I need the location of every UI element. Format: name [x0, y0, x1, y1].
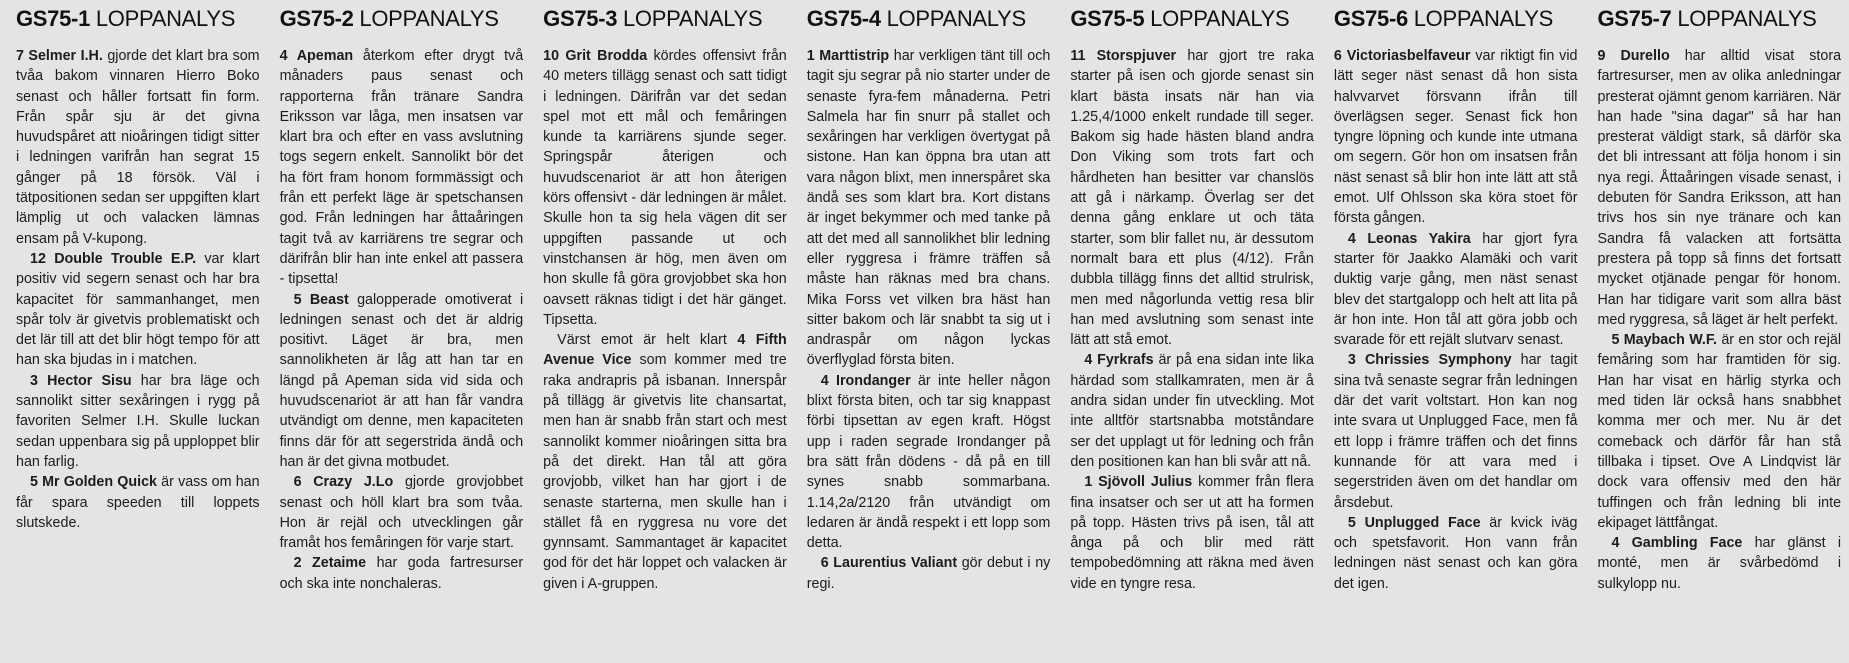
horse-name: 4 Irondanger [820, 372, 911, 389]
heading-label: LOPPANALYS [623, 6, 763, 31]
horse-name: 3 Hector Sisu [30, 372, 132, 389]
horse-analysis: har gjort tre raka starter på isen och gjorde senast sin klart bästa insats när han via 1.25,4/1000 enkelt rundade till seger. Bakom sig hade hästen bland andra Don Viking som trots fart och hårdheten han besitter var chanslös att gå i närkamp. Överlag ser det denna gång enklare ut och täta starter, som blir fallet nu, är dessutom normalt bara ett plus (4/12). Från dubbla tillägg finns det alltid strulrisk, men med någorlunda vettig resa blir han med avslutning som senast inte lätt att stå emot. [1070, 48, 1314, 349]
horse-name: 7 Selmer I.H. [16, 48, 103, 64]
horse-analysis: är inte heller någon blixt första biten, och tar sig knappast förbi tipsettan av egen kraft. Högst upp i raden segrade Irondanger på bra sätt från dödens - då på en till synes snabb sommarbana. 1.14,2a/2120 från utvändigt om ledaren är ändå respekt i ett lopp som detta. [806, 372, 1051, 552]
horse-entry [1597, 46, 1841, 330]
analysis-column-gs75-4 [807, 6, 1051, 663]
horse-name: 6 Crazy J.Lo [293, 474, 394, 491]
horse-entry [280, 46, 524, 290]
column-heading [1334, 6, 1578, 32]
column-body [1334, 46, 1578, 594]
horse-analysis: var klart positiv vid segern senast och har bra kapacitet för sammanhanget, men spår tolv är givetvis problematiskt och det lär till att det blir högt tempo för att han ska bjudas in i matchen. [16, 250, 260, 369]
column-body [280, 46, 524, 594]
horse-entry [1070, 46, 1314, 350]
horse-analysis: har verkligen tänt till och tagit sju segrar på nio starter under de senaste fyra-fem månaderna. Petri Salmela har fin snurr på stallet och sexåringen har verkligen övertygat på sistone. Han kan öppna bra utan att vara någon blixt, men innerspåret ska ändå ses som klart bra. Kort distans är inget bekymmer och med tanke på att det med all sannolikhet blir ledning eller ryggresa i främre träffen så måste han räknas med bra chans. Mika Forss vet vilken bra häst han sitter bakom och lär snabbt ta sig ut i andraspår om någon lyckas överflyglad första biten. [806, 48, 1051, 369]
analysis-column-gs75-6 [1334, 6, 1578, 663]
horse-name: 11 Storspjuver [1070, 48, 1177, 64]
heading-label: LOPPANALYS [1413, 6, 1553, 31]
lead-in-text: Värst emot är helt klart [557, 332, 727, 349]
horse-analysis: gjorde grovjobbet senast och höll klart bra som tvåa. Hon är rejäl och utvecklingen går framåt hos femåringen för varje start. [279, 474, 524, 552]
horse-entry [807, 553, 1051, 594]
horse-name: 6 Laurentius Valiant [820, 555, 958, 572]
horse-name: 6 Victoriasbelfaveur [1333, 48, 1471, 64]
race-code: GS75-2 [279, 6, 354, 31]
column-body [1597, 46, 1841, 594]
horse-entry [1070, 350, 1314, 472]
column-heading [1070, 6, 1314, 32]
analysis-column-gs75-3 [543, 6, 787, 663]
horse-analysis: är på ena sidan inte lika härdad som stallkamraten, men är å andra sidan under fin utveckling. Mot inte alltför startsnabba motståndare ser det upplagt ut för ledning och från den positionen kan han bli svår att nå. [1070, 352, 1314, 470]
heading-label: LOPPANALYS [1150, 6, 1290, 31]
horse-entry [543, 46, 787, 330]
horse-analysis: är en stor och rejäl femåring som har framtiden för sig. Han har visat en härlig styrka och med tiden lär också hans snabbhet komma mer och mer. Nu är det comeback och därför får han stå tillbaka i tipset. Ove A Lindqvist lär dock vara offensiv med den här tuffingen och från ledning bli inte ekipaget lättfångat. [1597, 332, 1842, 531]
horse-entry [280, 553, 524, 594]
race-code: GS75-1 [16, 6, 91, 31]
horse-name: 1 Sjövoll Julius [1084, 474, 1193, 491]
horse-analysis: gjorde det klart bra som tvåa bakom vinnaren Hierro Boko senast och håller fortsatt fin form. Från spår sju är det givna huvudspåret att nioåringen tidigt sitter i ledningen varifrån han segrat 15 gånger på 18 försök. Väl i tätpositionen sedan ser uppgiften klart lämplig ut och valacken lämnas ensam på V-kupong. [16, 48, 260, 247]
horse-analysis: har alltid visat stora fartresurser, men av olika anledningar presterat ojämnt genom karriären. När han hade "sina dagar" så har han presterat väldigt stark, så därför ska det bli intressant att följa honom i sin nya regi. Åttaåringen visade senast, i debuten för Sandra Eriksson, att han trivs hos sin nye tränare och kan Sandra få valacken att fortsätta prestera på topp så finns det fortsatt mycket otjänade pengar för honom. Han har tidigare varit som allra bäst med ryggresa, så läget är helt perfekt. [1597, 48, 1842, 328]
horse-entry [16, 371, 260, 472]
analysis-column-gs75-1 [16, 6, 260, 663]
column-heading [16, 6, 260, 32]
horse-entry [16, 249, 260, 371]
horse-analysis: har goda fartresurser och ska inte nonchaleras. [279, 555, 524, 592]
horse-entry [543, 330, 787, 594]
horse-analysis: har tagit sina två senaste segrar från ledningen där det varit voltstart. Hon kan nog inte svara ut Unplugged Face, men få ett lopp i främre träffen och det finns kunnande för att vara med i segerstriden även om det handlar om årsdebut. [1333, 352, 1578, 511]
horse-analysis: kommer från flera fina insatser och ser ut att ha formen på topp. Hästen trivs på isen, tål att ånga på och blir med rätt tempobedömning att räkna med även vide en tyngre resa. [1070, 474, 1314, 592]
heading-label: LOPPANALYS [886, 6, 1026, 31]
horse-name: 9 Durello [1597, 48, 1670, 64]
column-heading [280, 6, 524, 32]
column-heading [807, 6, 1051, 32]
race-code: GS75-4 [806, 6, 881, 31]
heading-label: LOPPANALYS [359, 6, 499, 31]
analysis-column-gs75-7 [1597, 6, 1841, 663]
horse-entry [1597, 533, 1841, 594]
horse-analysis: är vass om han får spara speeden till loppets slutskede. [16, 474, 260, 531]
horse-analysis: var riktigt fin vid lätt seger näst senast då hon sista halvvarvet försvann ifrån till överlägsen seger. Senast fick hon tyngre löpning och kunde inte utmana om segern. Gör hon om insatsen från näst senast så blir hon inte lätt att stå emot. Ulf Ohlsson ska köra stoet för första gången. [1333, 48, 1578, 227]
horse-entry [807, 46, 1051, 371]
horse-name: 3 Chrissies Symphony [1347, 352, 1512, 369]
horse-name: 2 Zetaime [293, 555, 367, 572]
horse-name: 10 Grit Brodda [543, 48, 648, 64]
horse-analysis: har bra läge och sannolikt sitter sexåringen i rygg på favoriten Selmer I.H. Skulle luckan sedan uppenbara sig på upploppet blir han farlig. [16, 372, 260, 470]
column-body [16, 46, 260, 533]
column-heading [1597, 6, 1841, 32]
heading-label: LOPPANALYS [1677, 6, 1817, 31]
horse-entry [280, 290, 524, 473]
horse-name: 4 Fifth Avenue Vice [543, 332, 787, 369]
horse-name: 4 Apeman [279, 48, 354, 64]
race-code: GS75-7 [1597, 6, 1672, 31]
horse-name: 4 Leonas Yakira [1347, 230, 1471, 247]
horse-name: 12 Double Trouble E.P. [30, 250, 197, 267]
horse-name: 4 Fyrkrafs [1084, 352, 1154, 369]
horse-analysis: har glänst i monté, men är svårbedömd i sulkylopp nu. [1597, 535, 1842, 592]
horse-analysis: gör debut i ny regi. [806, 555, 1051, 592]
race-code: GS75-3 [543, 6, 618, 31]
horse-name: 5 Unplugged Face [1347, 514, 1481, 531]
horse-entry [807, 371, 1051, 554]
horse-entry [1334, 46, 1578, 229]
column-body [807, 46, 1051, 594]
column-body [543, 46, 787, 594]
horse-name: 5 Maybach W.F. [1611, 332, 1718, 349]
horse-entry [1334, 513, 1578, 594]
horse-analysis: kördes offensivt från 40 meters tillägg senast och satt tidigt i ledningen. Därifrån var det sedan spel mot ett mål och femåringen kunde ta karriärens sjunde seger. Springspår återigen och huvudscenariot är att hon återigen körs offensivt - där ledningen är målet. Skulle hon ta sig hela vägen dit ser uppgiften passande ut och vinstchansen är hög, men även om hon skulle få göra grovjobbet ska hon oavsett räknas tidigt i det här gänget. Tipsetta. [543, 48, 787, 328]
horse-entry [16, 472, 260, 533]
horse-entry [1070, 472, 1314, 594]
horse-entry [16, 46, 260, 249]
horse-entry [280, 472, 524, 553]
race-code: GS75-5 [1070, 6, 1145, 31]
horse-name: 5 Beast [293, 291, 349, 308]
horse-analysis: har gjort fyra starter för Jaakko Alamäki och varit duktig varje gång, men näst senast blev det startgalopp och helt att lita på är hon inte. Hon tål att göra jobb och svarade för ett rejält slutvarv senast. [1333, 230, 1578, 349]
horse-analysis: återkom efter drygt två månaders paus senast och rapporterna från tränare Sandra Eriksson var låga, men insatsen var klart bra och efter en vass avslutning togs segern enkelt. Sannolikt bör det ha fört fram honom formmässigt och från ett perfekt läge är spetschansen god. Från ledningen har åttaåringen tagit två av karriärens tre segrar och därifrån blir han inte enkel att passera - tipsetta! [279, 48, 524, 288]
analysis-column-gs75-5 [1070, 6, 1314, 663]
heading-label: LOPPANALYS [95, 6, 236, 31]
race-code: GS75-6 [1333, 6, 1408, 31]
column-body [1070, 46, 1314, 594]
analysis-column-gs75-2 [280, 6, 524, 663]
horse-entry [1597, 330, 1841, 533]
horse-entry [1334, 229, 1578, 351]
column-heading [543, 6, 787, 32]
horse-analysis: galopperade omotiverat i ledningen senast och det är aldrig positivt. Läget är bra, men sannolikheten är låg att han tar en längd på Apeman sida vid sida och huvudscenariot är att han får vandra utvändigt om denne, men kapaciteten finns där för att segerstrida ändå och han är det givna motbudet. [279, 291, 524, 470]
horse-entry [1334, 350, 1578, 512]
horse-analysis: är kvick iväg och spetsfavorit. Hon vann från ledningen näst senast och kan göra det igen. [1333, 514, 1578, 592]
horse-analysis: som kommer med tre raka andrapris på isbanan. Innerspår på tillägg är givetvis lite chansartat, men han är snabb från start och mest sannolikt kommer nioåringen sitta bra på det direkt. Han tål att göra grovjobb, vilket han har gjort i de senaste starterna, men skulle han i stället få en ryggresa nu vore det gynnsamt. Sammantaget är kapacitet god för det här loppet och valacken är given i A-gruppen. [543, 352, 787, 592]
horse-name: 4 Gambling Face [1611, 535, 1743, 552]
horse-name: 1 Marttistrip [806, 48, 890, 64]
horse-name: 5 Mr Golden Quick [30, 474, 157, 491]
